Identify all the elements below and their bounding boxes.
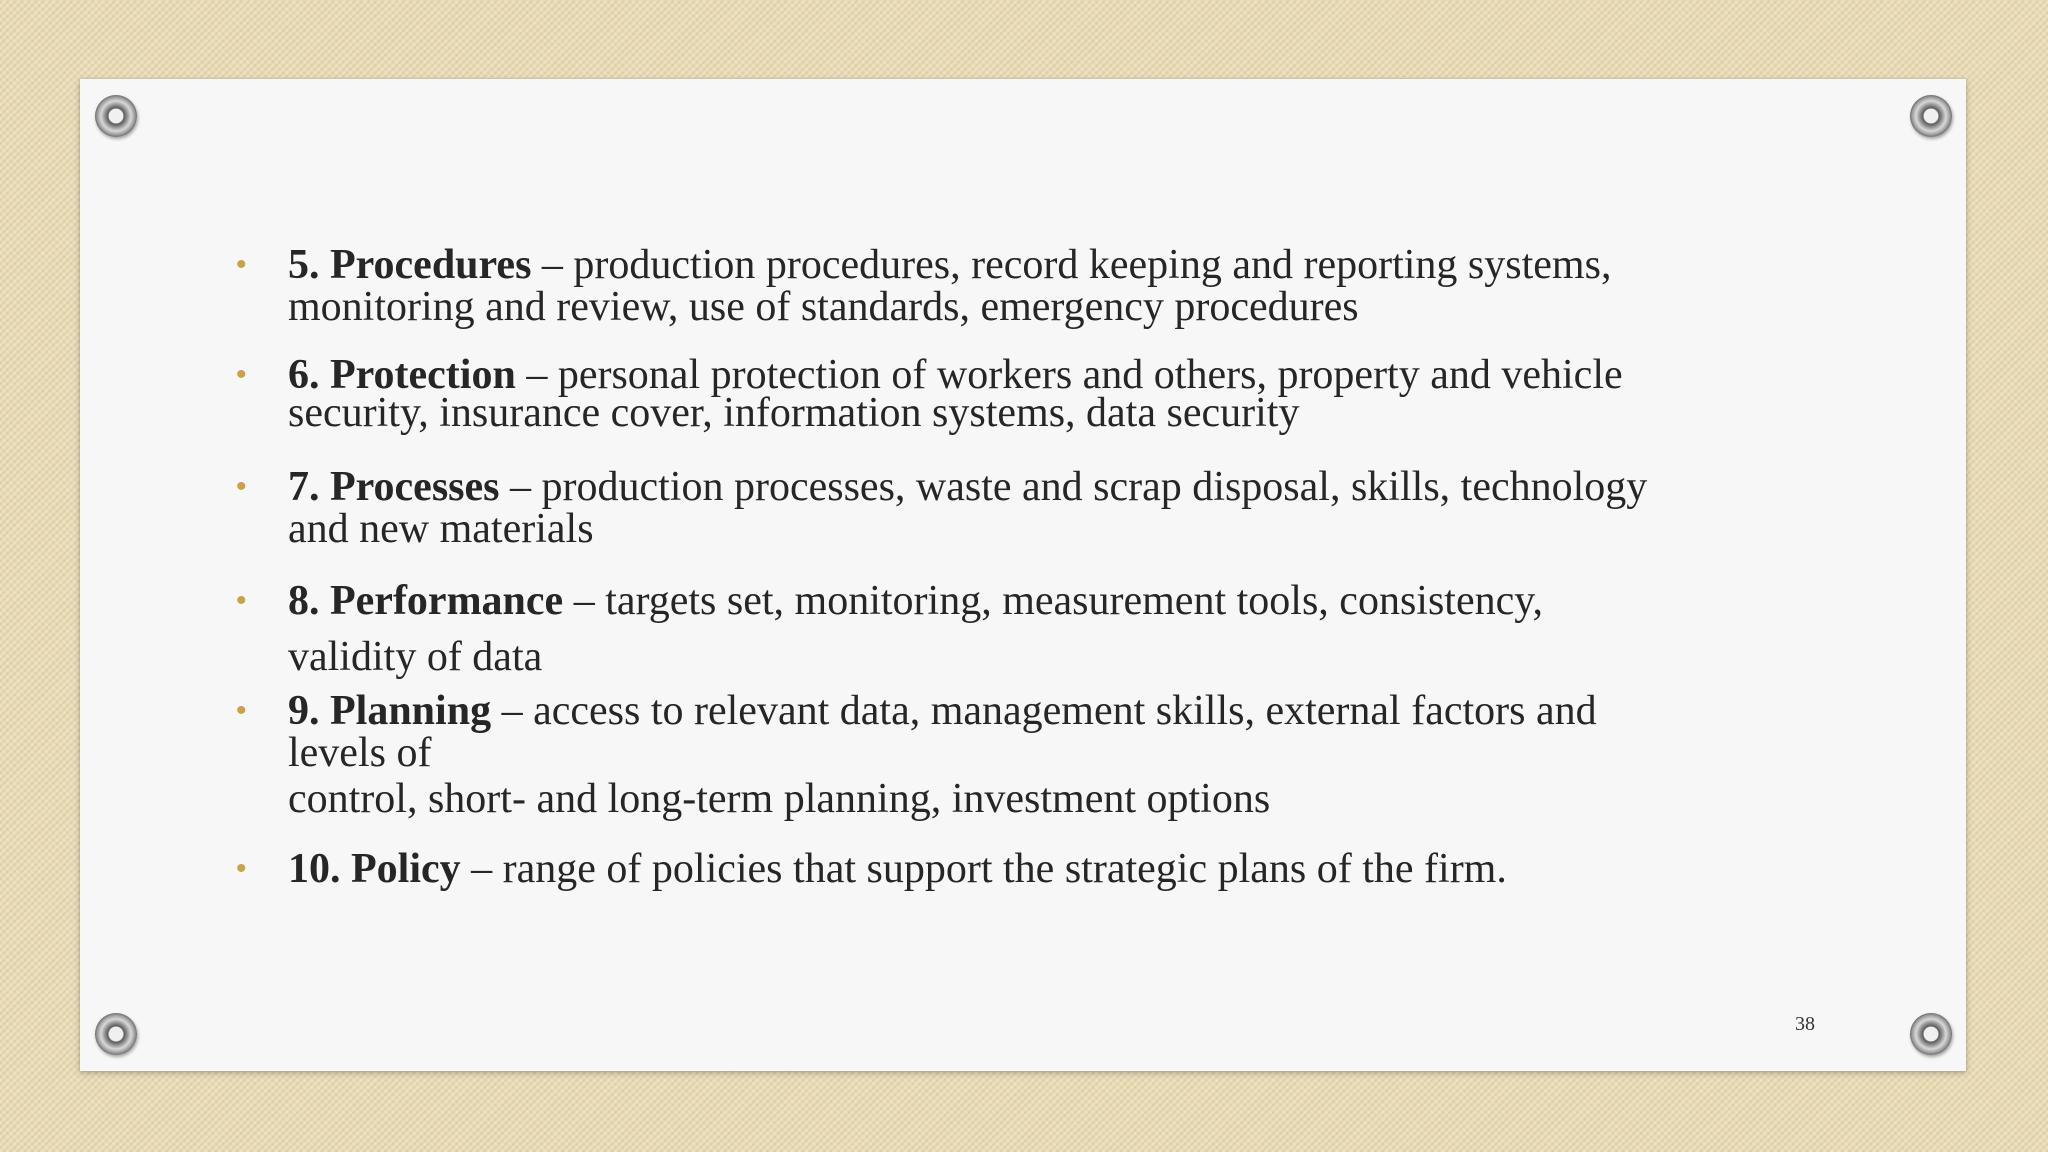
bullet-line: [288, 580, 1836, 622]
bullet-line: control, short- and long-term planning, investment options: [288, 776, 1271, 822]
bullet-line: [288, 244, 1836, 286]
bullet-item-protection: [236, 354, 1836, 434]
bullet-text: – access to relevant data, management skills, external factors and: [491, 688, 1597, 734]
bullet-item-planning: [236, 690, 1836, 820]
grommet-top-right-icon: [1910, 95, 1952, 137]
bullet-line: security, insurance cover, information systems, data security: [288, 390, 1300, 436]
bullet-line: and new materials: [288, 506, 594, 552]
page-number: 38: [1795, 1013, 1815, 1035]
bullet-line: validity of data: [288, 634, 543, 680]
bullet-item-processes: [236, 466, 1836, 550]
grommet-top-left-icon: [95, 95, 137, 137]
bullet-title: 9. Planning: [288, 688, 492, 734]
bullet-text: – personal protection of workers and others, property and vehicle: [515, 352, 1623, 398]
bullet-line: [288, 466, 1836, 508]
bullet-dot-icon: •: [236, 694, 247, 727]
bullet-item-procedures: [236, 244, 1836, 328]
bullet-title: 5. Procedures: [288, 242, 532, 288]
grommet-bottom-left-icon: [95, 1013, 137, 1055]
bullet-list: [236, 244, 1836, 916]
bullet-line: [288, 848, 1836, 890]
bullet-item-performance: [236, 580, 1836, 678]
bullet-dot-icon: •: [236, 470, 247, 503]
bullet-item-policy: [236, 848, 1836, 890]
bullet-dot-icon: •: [236, 248, 247, 281]
bullet-dot-icon: •: [236, 584, 247, 617]
bullet-line: levels of: [288, 730, 432, 776]
bullet-dot-icon: •: [236, 358, 247, 391]
bullet-text: – production processes, waste and scrap disposal, skills, technology: [499, 464, 1648, 510]
bullet-title: 7. Processes: [288, 464, 500, 510]
bullet-title: 6. Protection: [288, 352, 516, 398]
grommet-bottom-right-icon: [1910, 1013, 1952, 1055]
bullet-text: – range of policies that support the strategic plans of the firm.: [460, 846, 1507, 892]
bullet-text: – production procedures, record keeping and reporting systems,: [531, 242, 1612, 288]
bullet-title: 10. Policy: [288, 846, 461, 892]
bullet-text: – targets set, monitoring, measurement tools, consistency,: [563, 578, 1544, 624]
bullet-dot-icon: •: [236, 852, 247, 885]
bullet-line: monitoring and review, use of standards, emergency procedures: [288, 284, 1359, 330]
bullet-line: [288, 690, 1836, 732]
bullet-title: 8. Performance: [288, 578, 564, 624]
